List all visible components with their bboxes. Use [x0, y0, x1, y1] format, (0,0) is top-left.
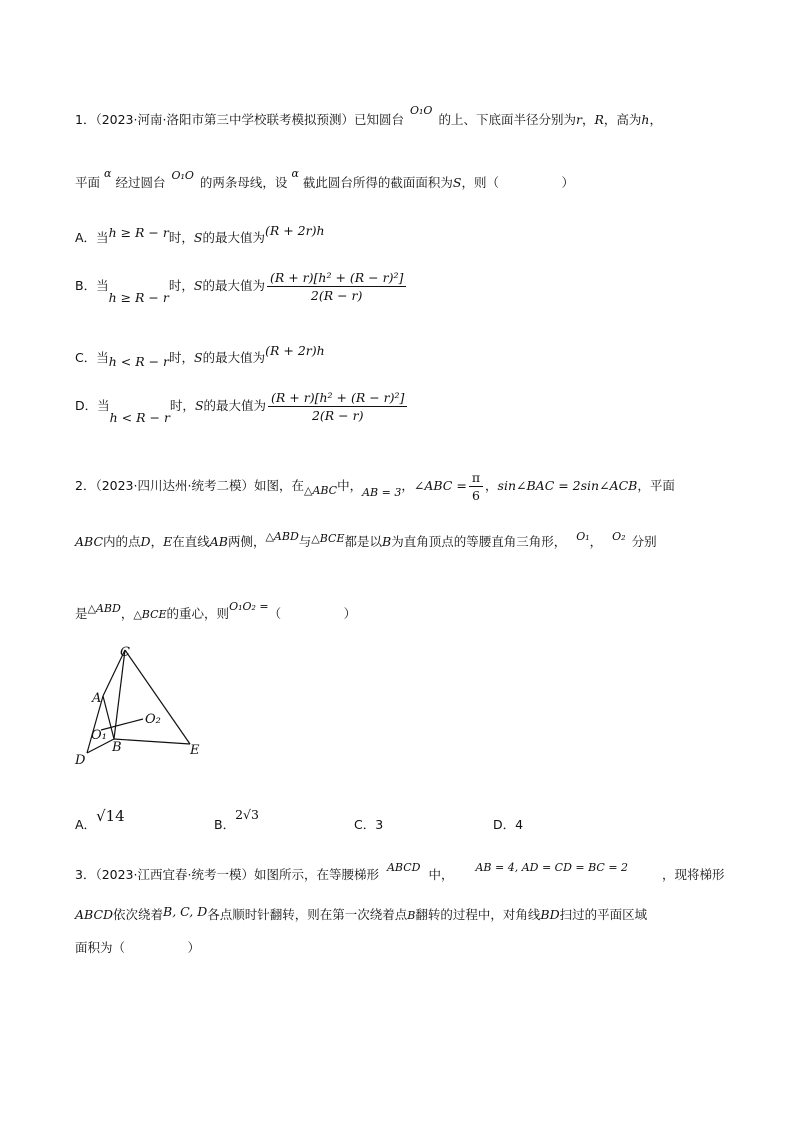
q2-choice-a[interactable] [75, 807, 125, 833]
q3-text: 各点顺时针翻转，则在第一次绕着点 [207, 907, 408, 922]
q2-text: ， [150, 534, 164, 549]
q3-number: 3． [75, 867, 96, 882]
q1-source: （2023·河南·洛阳市第三中学校联考模拟预测） [95, 112, 354, 127]
option-text: 的最大值为 [203, 398, 267, 413]
q1-frustum-name: O₁O [171, 169, 194, 182]
q2-choice-c[interactable] [354, 815, 383, 833]
fraction-denominator: 2(R − r) [311, 408, 364, 423]
q3-text: 扫过的平面区域 [559, 907, 648, 922]
math-sine-relation: sin∠BAC = 2sin∠ACB [497, 478, 638, 493]
label-a: A [92, 691, 102, 706]
q1-text: 平面 [75, 175, 101, 190]
option-text: 时， [169, 398, 195, 413]
segment-be [114, 739, 190, 744]
q2-text: 的重心，则 [166, 606, 230, 621]
q2-geometry-figure [70, 640, 240, 780]
q3-line3 [75, 938, 200, 956]
option-text: 的最大值为 [202, 230, 265, 245]
choice-value: 3 [375, 817, 384, 832]
math-triangle-bce: △BCE [133, 608, 167, 621]
choice-label: C． [354, 817, 376, 832]
q1-text: 经过圆台 [115, 175, 166, 190]
var-r: r [575, 112, 582, 127]
q3-text: 依次绕着 [113, 907, 164, 922]
q2-text: 两侧， [227, 534, 266, 549]
q2-text: ， [401, 478, 414, 493]
q3-text: 面积为（ ） [75, 940, 201, 955]
q1-text: ，则（ ） [461, 175, 574, 190]
option-text: 的最大值为 [202, 278, 265, 293]
label-b: B [112, 740, 122, 755]
choice-label: A． [75, 817, 97, 832]
choice-value: √14 [96, 807, 125, 825]
fraction-numerator: π [469, 470, 483, 487]
math-centroid-o2: O₂ [612, 530, 626, 543]
option-text: 时， [168, 278, 194, 293]
math-o1o2: O₁O₂ = [229, 600, 269, 613]
math-triangle-abd: △ABD [87, 602, 121, 615]
q1-line2 [75, 167, 574, 191]
q1-frustum-name: O₁O [409, 104, 433, 117]
label-e: E [190, 743, 200, 758]
math-diagonal-bd: BD [540, 907, 560, 922]
option-text: 的最大值为 [202, 350, 266, 365]
q2-line3: 是△ABD，△BCE的重心，则O₁O₂ =（ ） [75, 600, 357, 621]
q2-text: ， [485, 478, 498, 493]
option-condition: h < R − r [108, 354, 170, 369]
q3-source: （2023·江西宜春·统考一模） [95, 867, 254, 882]
math-point-b: B [382, 534, 392, 549]
fraction-denominator: 6 [471, 488, 480, 503]
q3-text: 翻转的过程中，对角线 [415, 907, 541, 922]
fraction-numerator: (R + r)[h² + (R − r)²] [267, 270, 406, 287]
math-ab-length: AB = 3 [362, 486, 402, 499]
q1-option-c[interactable] [75, 343, 325, 369]
q1-line1: 1．（2023·河南·洛阳市第三中学校联考模拟预测）已知圆台O₁O的上、下底面半径分别为r，R，高为h， [75, 104, 662, 127]
var-S: S [193, 230, 203, 245]
q1-text: 截此圆台所得的截面面积为 [302, 175, 453, 190]
math-points-bcd: B, C, D [163, 904, 208, 919]
q2-choice-d[interactable] [493, 815, 523, 833]
q1-number: 1． [75, 112, 96, 127]
option-text: 时， [169, 350, 195, 365]
q2-text: 为直角顶点的等腰直角三角形， [391, 534, 567, 549]
q2-text: 都是以 [344, 534, 382, 549]
label-o1: O₁ [91, 728, 107, 743]
math-trapezoid-abcd: ABCD [386, 861, 421, 874]
math-side-lengths: AB = 4, AD = CD = BC = 2 [475, 861, 629, 874]
alpha-symbol: α [104, 167, 112, 180]
q3-line2 [75, 905, 647, 923]
alpha-symbol: α [291, 167, 299, 180]
option-condition: h < R − r [109, 410, 170, 425]
math-line-ab: AB [209, 534, 228, 549]
var-h: h [641, 112, 650, 127]
q3-text: ，现将梯形 [662, 867, 725, 882]
segment-ce [125, 650, 190, 744]
option-value: (R + 2r)h [264, 223, 325, 238]
label-d: D [75, 753, 86, 768]
q1-text: 的上、下底面半径分别为 [438, 112, 576, 127]
label-c: C [120, 645, 130, 660]
q2-number: 2． [75, 478, 96, 493]
option-condition: h ≥ R − r [108, 225, 169, 240]
q1-text: ，高为 [603, 112, 642, 127]
option-label: A．当 [75, 230, 109, 245]
math-triangle-abc: △ABC [303, 484, 338, 497]
q2-text: 在直线 [172, 534, 210, 549]
fraction-numerator: (R + r)[h² + (R − r)²] [268, 390, 407, 407]
option-label: D．当 [75, 398, 110, 413]
option-fraction [267, 270, 406, 303]
q2-text: （ ） [268, 606, 357, 621]
q2-choice-b[interactable] [214, 807, 259, 833]
math-triangle-bce: △BCE [311, 532, 345, 545]
q3-line1 [75, 861, 725, 883]
math-centroid-o1: O₁ [576, 530, 590, 543]
choice-value: 4 [515, 817, 524, 832]
q1-option-a[interactable] [75, 223, 325, 246]
option-text: 时， [168, 230, 194, 245]
option-value: (R + 2r)h [265, 343, 325, 358]
choice-label: D． [493, 817, 516, 832]
var-S: S [452, 175, 462, 190]
q2-text: 如图，在 [253, 478, 304, 493]
option-label: B．当 [75, 278, 109, 293]
math-triangle-abd: △ABD [265, 530, 299, 543]
q2-text: 与 [298, 534, 312, 549]
q1-text: 的两条母线，设 [199, 175, 288, 190]
var-S: S [194, 398, 204, 413]
var-R: R [594, 112, 604, 127]
math-point-b: B [407, 909, 416, 922]
math-trapezoid-abcd: ABCD [75, 907, 114, 922]
q2-line2: ABC内的点D，E在直线AB两侧，△ABD与△BCE都是以B为直角顶点的等腰直角三角形， O₁， O₂ 分别 [75, 530, 657, 549]
q2-text: ，平面 [637, 478, 675, 493]
fraction-denominator: 2(R − r) [310, 288, 363, 303]
segment-o1o2 [101, 719, 143, 730]
q2-text: 中， [337, 478, 363, 493]
q2-text: 是 [75, 606, 88, 621]
math-fraction-pi-6 [469, 470, 483, 503]
math-point-e: E [163, 534, 173, 549]
q2-source: （2023·四川达州·统考二模） [95, 478, 254, 493]
q3-text: 中， [428, 867, 454, 882]
option-label: C．当 [75, 350, 109, 365]
var-S: S [193, 278, 203, 293]
choice-label: B． [214, 817, 236, 832]
option-fraction [268, 390, 407, 423]
math-point-d: D [140, 534, 151, 549]
q2-line1 [75, 470, 675, 503]
label-o2: O₂ [145, 712, 161, 727]
q1-option-d[interactable] [75, 390, 409, 423]
q3-text: 如图所示，在等腰梯形 [253, 867, 379, 882]
math-plane-abc: ABC [75, 534, 104, 549]
math-angle-abc: ∠ABC = [413, 478, 467, 493]
q1-text: 已知圆台 [353, 112, 404, 127]
choice-value: 2√3 [235, 807, 259, 822]
option-condition: h ≥ R − r [108, 290, 169, 305]
var-S: S [194, 350, 203, 365]
q1-option-b[interactable] [75, 270, 408, 303]
q2-text: 分别 [631, 534, 657, 549]
q2-text: 内的点 [103, 534, 141, 549]
